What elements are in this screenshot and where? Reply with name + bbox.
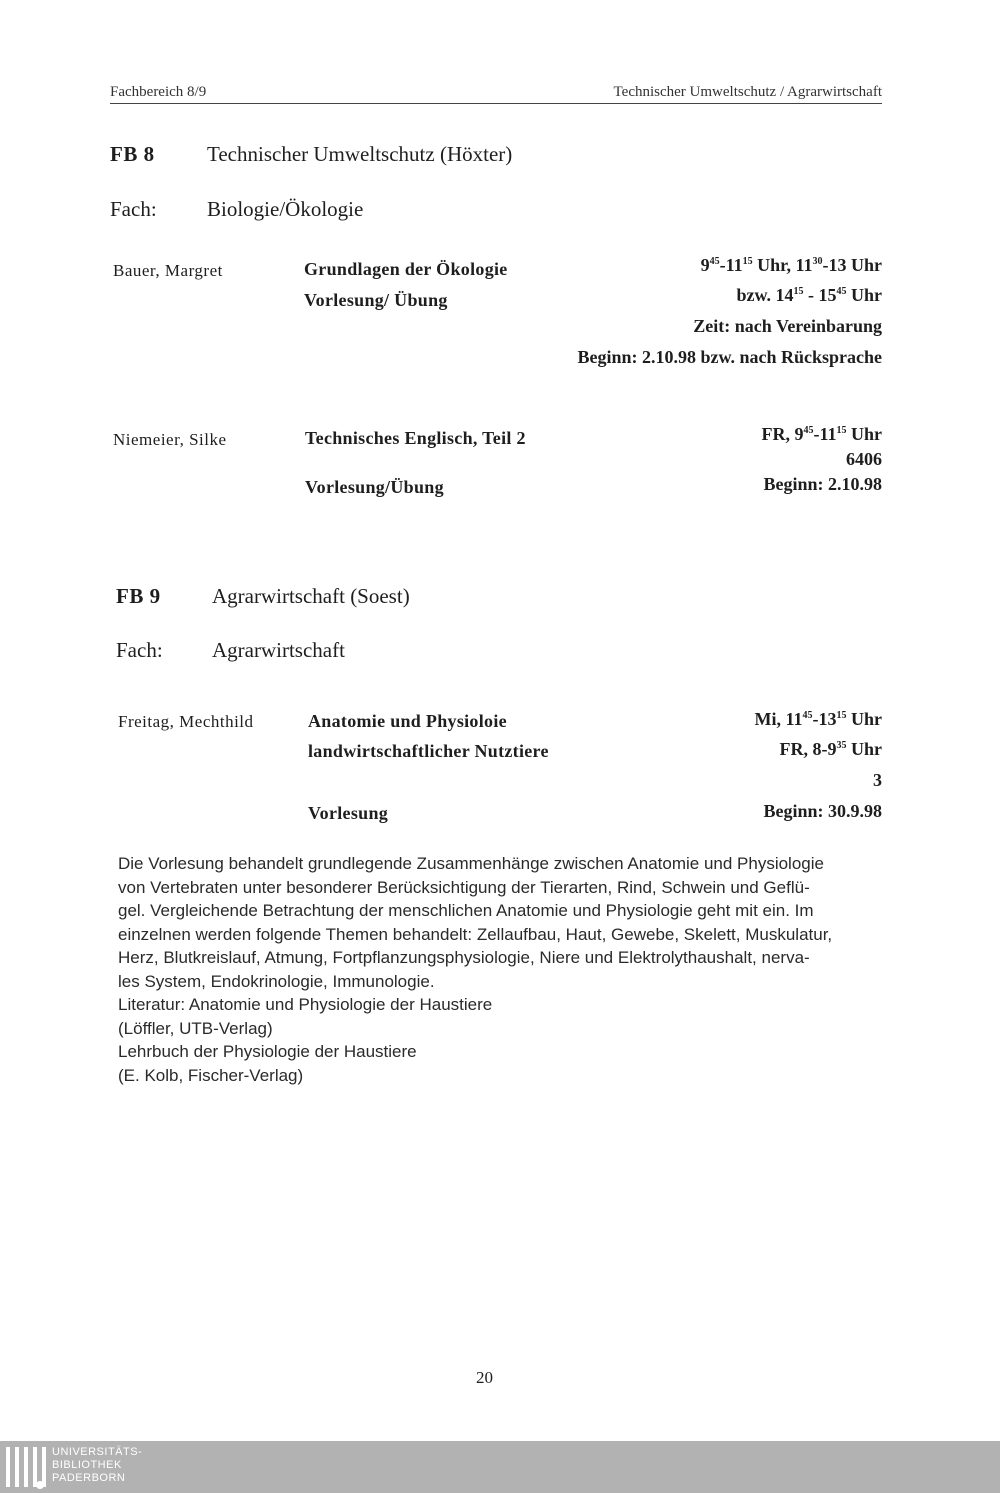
course-time-note: Zeit: nach Vereinbarung [693, 316, 882, 336]
running-header-right: Technischer Umweltschutz / Agrarwirtschaft [613, 84, 882, 100]
course-time-line-2: FR, $8-9^{35}$ Uhr [779, 739, 882, 759]
description-line: les System, Endokrinologie, Immunologie. [118, 971, 435, 991]
fb9-fach: Agrarwirtschaft [212, 638, 345, 662]
literature-line: (E. Kolb, Fischer-Verlag) [118, 1065, 304, 1085]
description-line: Herz, Blutkreislauf, Atmung, Fortpflanzungsphysiologie, Niere und Elektrolythaushalt, nerva- [118, 948, 810, 967]
course-title-cont: landwirtschaftlicher Nutztiere [308, 741, 549, 761]
course-time: FR, $9^{45}-11^{15}$ Uhr [761, 424, 882, 444]
description-line: von Vertebraten unter besonderer Berücksichtigung der Tierarten, Rind, Schwein und Geflü- [118, 877, 810, 897]
fb9-title: Agrarwirtschaft (Soest) [212, 584, 410, 608]
fb8-fach: Biologie/Ökologie [207, 197, 364, 221]
course-title: Grundlagen der Ökologie [304, 259, 508, 279]
course-room: 3 [873, 770, 882, 790]
fb8-label: FB 8 [110, 142, 155, 166]
lecturer-name: Freitag, Mechthild [118, 712, 254, 731]
library-logo-text: UNIVERSITÄTS- BIBLIOTHEK PADERBORN [52, 1446, 143, 1484]
literature-line: Literatur: Anatomie und Physiologie der Haustiere [118, 995, 493, 1014]
library-footer [0, 1441, 1000, 1493]
course-time-line-1: $9^{45}-11^{15}$ Uhr, $11^{30}-13$ Uhr [700, 255, 882, 275]
logo-dot-icon [36, 1481, 44, 1489]
course-start: Beginn: 2.10.98 bzw. nach Rücksprache [577, 347, 882, 367]
header-rule [110, 103, 882, 104]
literature-line: (Löffler, UTB-Verlag) [118, 1018, 273, 1038]
page-number: 20 [476, 1368, 493, 1387]
course-time-line-2: bzw. $14^{15} - 15^{45}$ Uhr [736, 285, 882, 305]
running-header-left: Fachbereich 8/9 [110, 84, 207, 100]
fb8-fach-label: Fach: [110, 197, 157, 221]
course-title: Technisches Englisch, Teil 2 [305, 428, 526, 448]
fb9-label: FB 9 [116, 584, 161, 608]
fb9-fach-label: Fach: [116, 638, 163, 662]
description-line: Die Vorlesung behandelt grundlegende Zusammenhänge zwischen Anatomie und Physiologie [118, 854, 824, 873]
course-start: Beginn: 30.9.98 [763, 801, 882, 821]
lecturer-name: Niemeier, Silke [113, 430, 227, 449]
lecturer-name: Bauer, Margret [113, 261, 223, 280]
course-type: Vorlesung [308, 803, 389, 823]
course-start: Beginn: 2.10.98 [763, 474, 882, 494]
course-time-line-1: Mi, $11^{45}-13^{15}$ Uhr [754, 709, 882, 729]
fb8-title: Technischer Umweltschutz (Höxter) [207, 142, 513, 166]
literature-line: Lehrbuch der Physiologie der Haustiere [118, 1042, 417, 1061]
course-room: 6406 [846, 449, 882, 469]
course-description [118, 852, 888, 1087]
course-type: Vorlesung/ Übung [304, 290, 448, 310]
description-line: gel. Vergleichende Betrachtung der menschlichen Anatomie und Physiologie geht mit ein. Im [118, 901, 814, 920]
course-type: Vorlesung/Übung [305, 477, 444, 497]
description-line: einzelnen werden folgende Themen behandelt: Zellaufbau, Haut, Gewebe, Skelett, Muskulatur, [118, 924, 833, 944]
course-title: Anatomie und Physioloie [308, 711, 507, 731]
